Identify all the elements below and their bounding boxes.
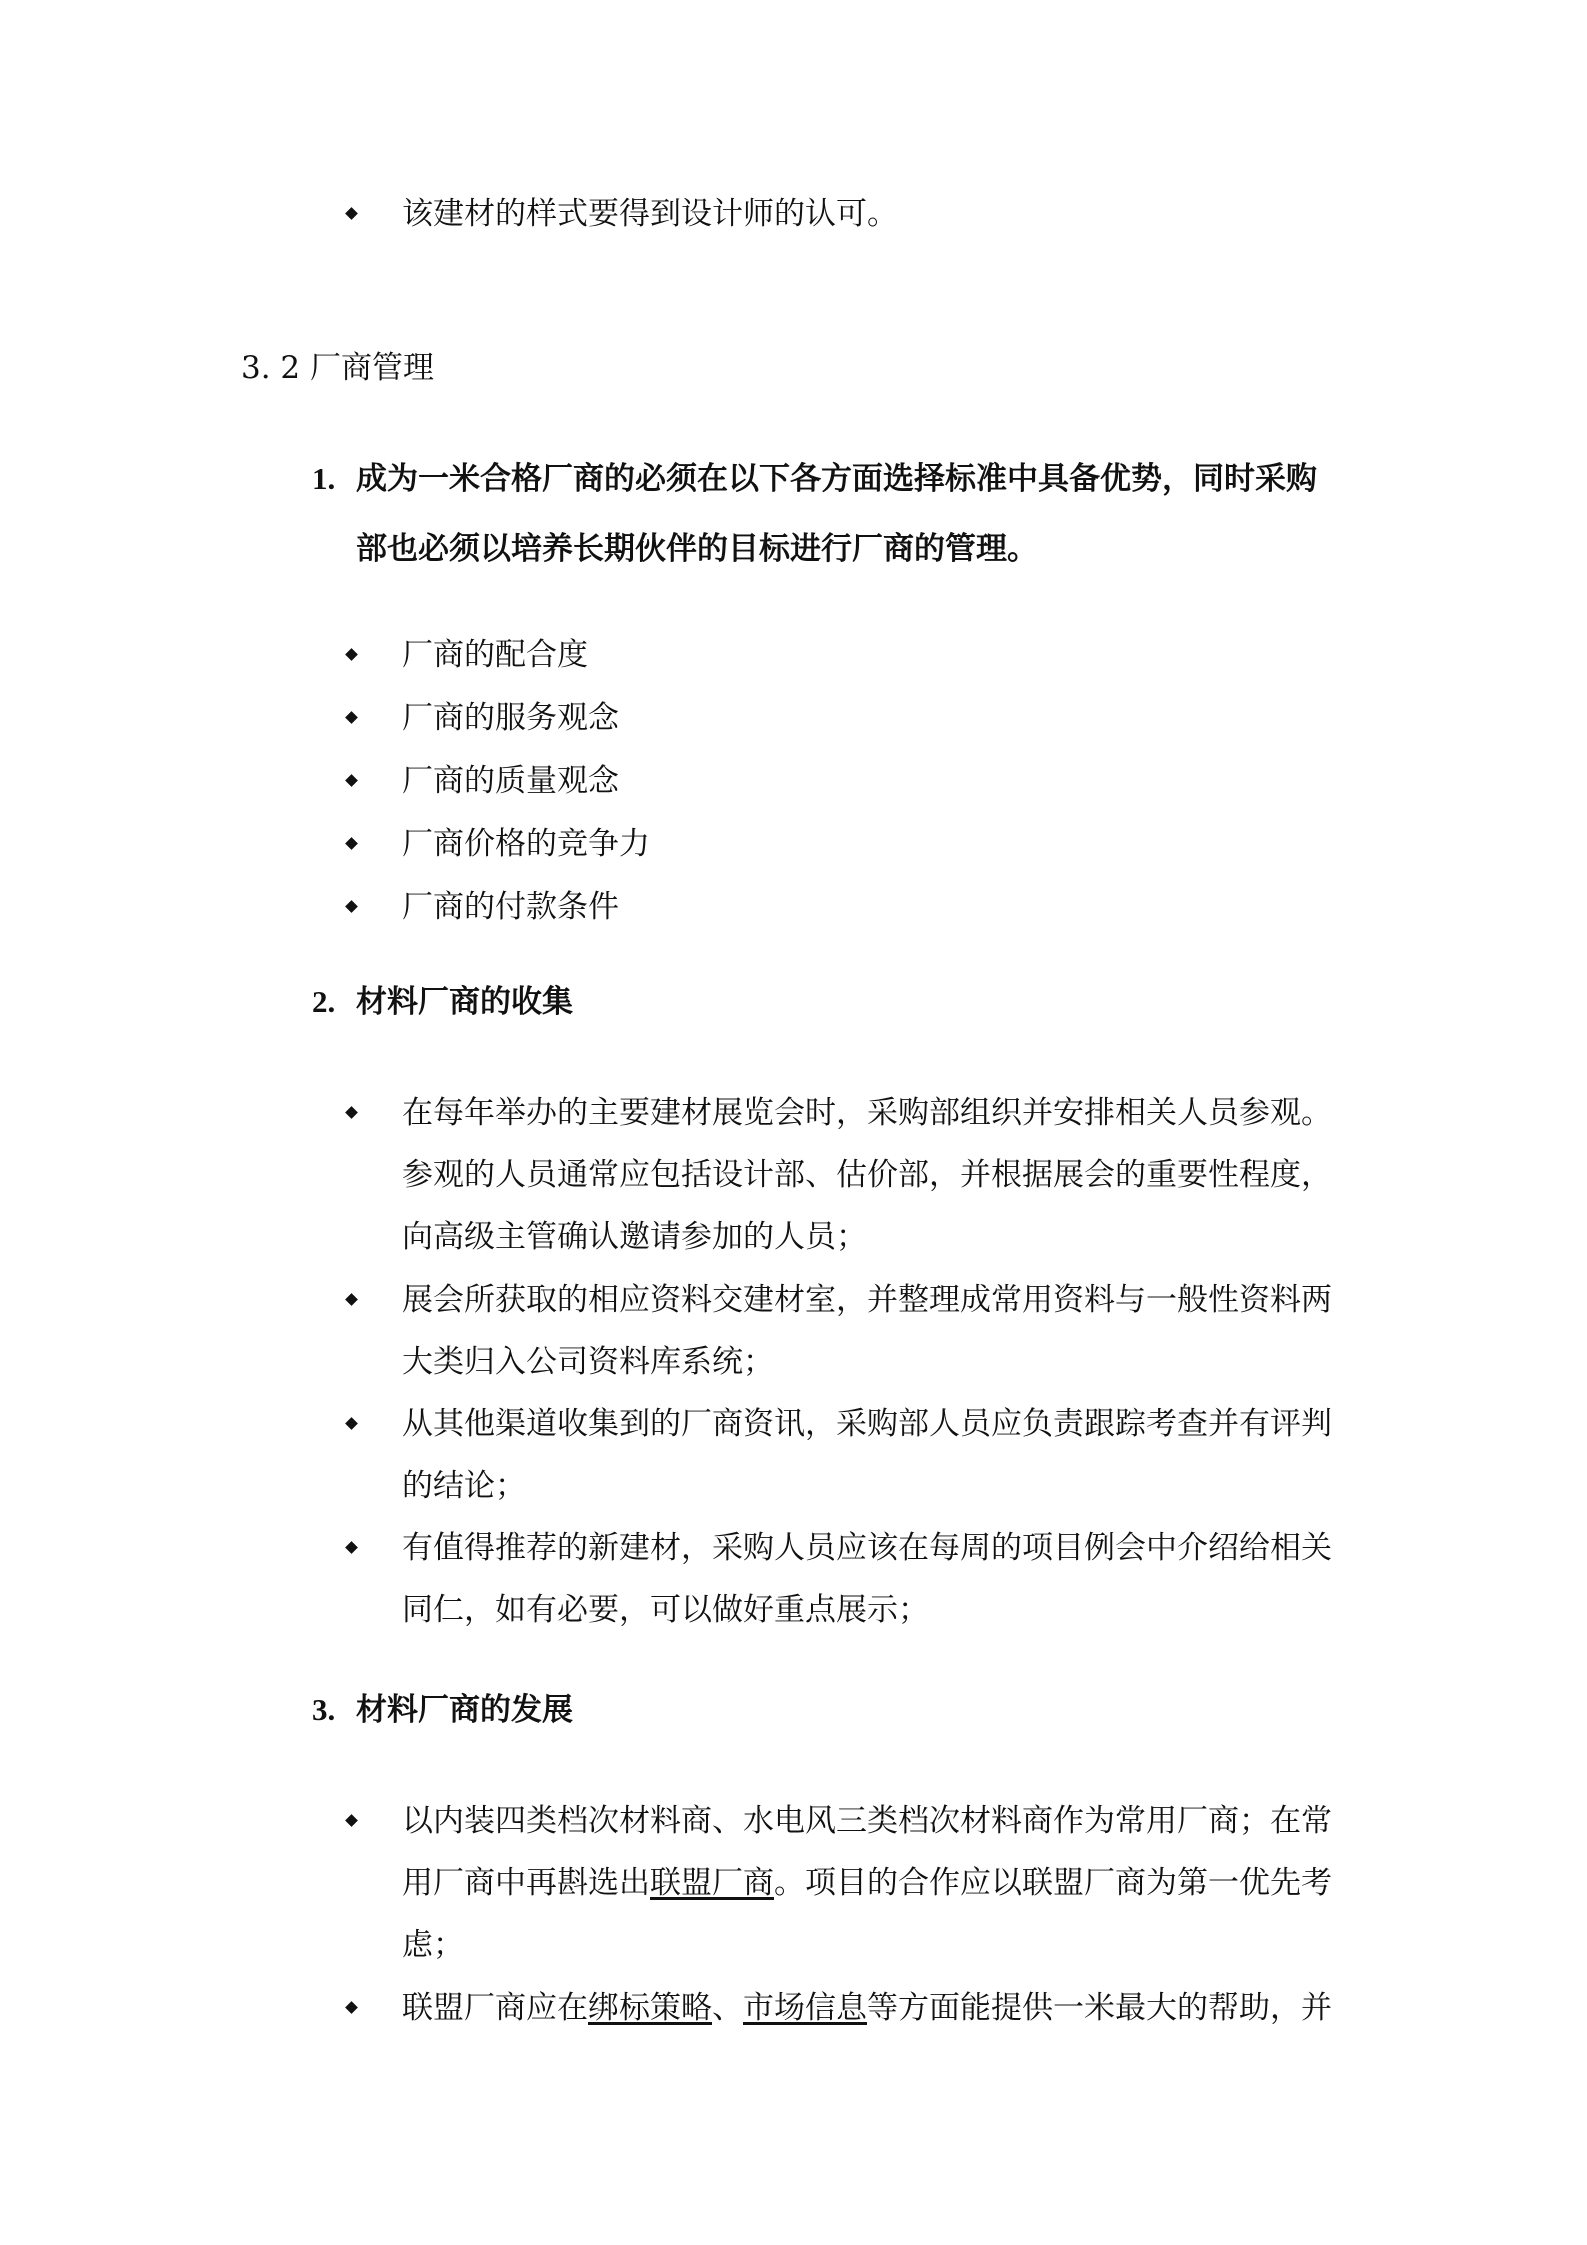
bullet-diamond-icon xyxy=(345,774,358,787)
bullet-text: 厂商的服务观念 xyxy=(402,700,619,736)
bullet-diamond-icon xyxy=(345,1417,358,1430)
item-number: 1. xyxy=(312,461,336,496)
text-segment: 、 xyxy=(712,1990,743,2026)
bullet-text: 向高级主管确认邀请参加的人员； xyxy=(402,1219,867,1255)
bullet-text: 该建材的样式要得到设计师的认可。 xyxy=(402,196,898,232)
bullet-text: 的结论； xyxy=(402,1468,526,1504)
underlined-term: 市场信息 xyxy=(743,1990,867,2026)
underlined-term: 绑标策略 xyxy=(588,1990,712,2026)
bullet-diamond-icon xyxy=(345,2001,358,2014)
item-heading-line: 材料厂商的发展 xyxy=(356,1692,573,1728)
bullet-diamond-icon xyxy=(345,1106,358,1119)
bullet-diamond-icon xyxy=(345,1293,358,1306)
bullet-text: 有值得推荐的新建材，采购人员应该在每周的项目例会中介绍给相关 xyxy=(402,1530,1332,1566)
text-segment: 等方面能提供一米最大的帮助，并 xyxy=(867,1990,1332,2026)
underlined-term: 联盟厂商 xyxy=(650,1865,774,1901)
bullet-diamond-icon xyxy=(345,837,358,850)
bullet-text: 同仁，如有必要，可以做好重点展示； xyxy=(402,1592,929,1628)
bullet-diamond-icon xyxy=(345,1541,358,1554)
bullet-diamond-icon xyxy=(345,1814,358,1827)
text-segment: 。项目的合作应以联盟厂商为第一优先考 xyxy=(774,1865,1332,1901)
bullet-text: 展会所获取的相应资料交建材室，并整理成常用资料与一般性资料两 xyxy=(402,1282,1332,1318)
bullet-diamond-icon xyxy=(345,648,358,661)
bullet-text: 厂商的配合度 xyxy=(402,637,588,673)
item-heading-line: 成为一米合格厂商的必须在以下各方面选择标准中具备优势，同时采购 xyxy=(356,461,1317,497)
item-number: 3. xyxy=(312,1692,336,1727)
bullet-text: 在每年举办的主要建材展览会时，采购部组织并安排相关人员参观。 xyxy=(402,1095,1332,1131)
bullet-diamond-icon xyxy=(345,900,358,913)
bullet-text: 参观的人员通常应包括设计部、估价部，并根据展会的重要性程度， xyxy=(402,1157,1332,1193)
text-segment: 联盟厂商应在 xyxy=(402,1990,588,2026)
bullet-text: 以内装四类档次材料商、水电风三类档次材料商作为常用厂商；在常 xyxy=(402,1803,1332,1839)
bullet-diamond-icon xyxy=(345,207,358,220)
bullet-text: 虑； xyxy=(402,1927,464,1963)
bullet-text: 从其他渠道收集到的厂商资讯，采购部人员应负责跟踪考查并有评判 xyxy=(402,1406,1332,1442)
bullet-text-line xyxy=(402,1861,1332,1905)
text-segment: 用厂商中再斟选出 xyxy=(402,1865,650,1901)
bullet-text: 厂商的质量观念 xyxy=(402,763,619,799)
item-heading-line: 材料厂商的收集 xyxy=(356,984,573,1020)
bullet-text: 大类归入公司资料库系统； xyxy=(402,1344,774,1380)
item-heading-line: 部也必须以培养长期伙伴的目标进行厂商的管理。 xyxy=(356,531,1038,567)
bullet-diamond-icon xyxy=(345,711,358,724)
bullet-text-line xyxy=(402,1986,1332,2030)
section-title: 3. 2 厂商管理 xyxy=(241,350,435,386)
bullet-text: 厂商的付款条件 xyxy=(402,889,619,925)
item-number: 2. xyxy=(312,984,336,1019)
bullet-text: 厂商价格的竞争力 xyxy=(402,826,650,862)
